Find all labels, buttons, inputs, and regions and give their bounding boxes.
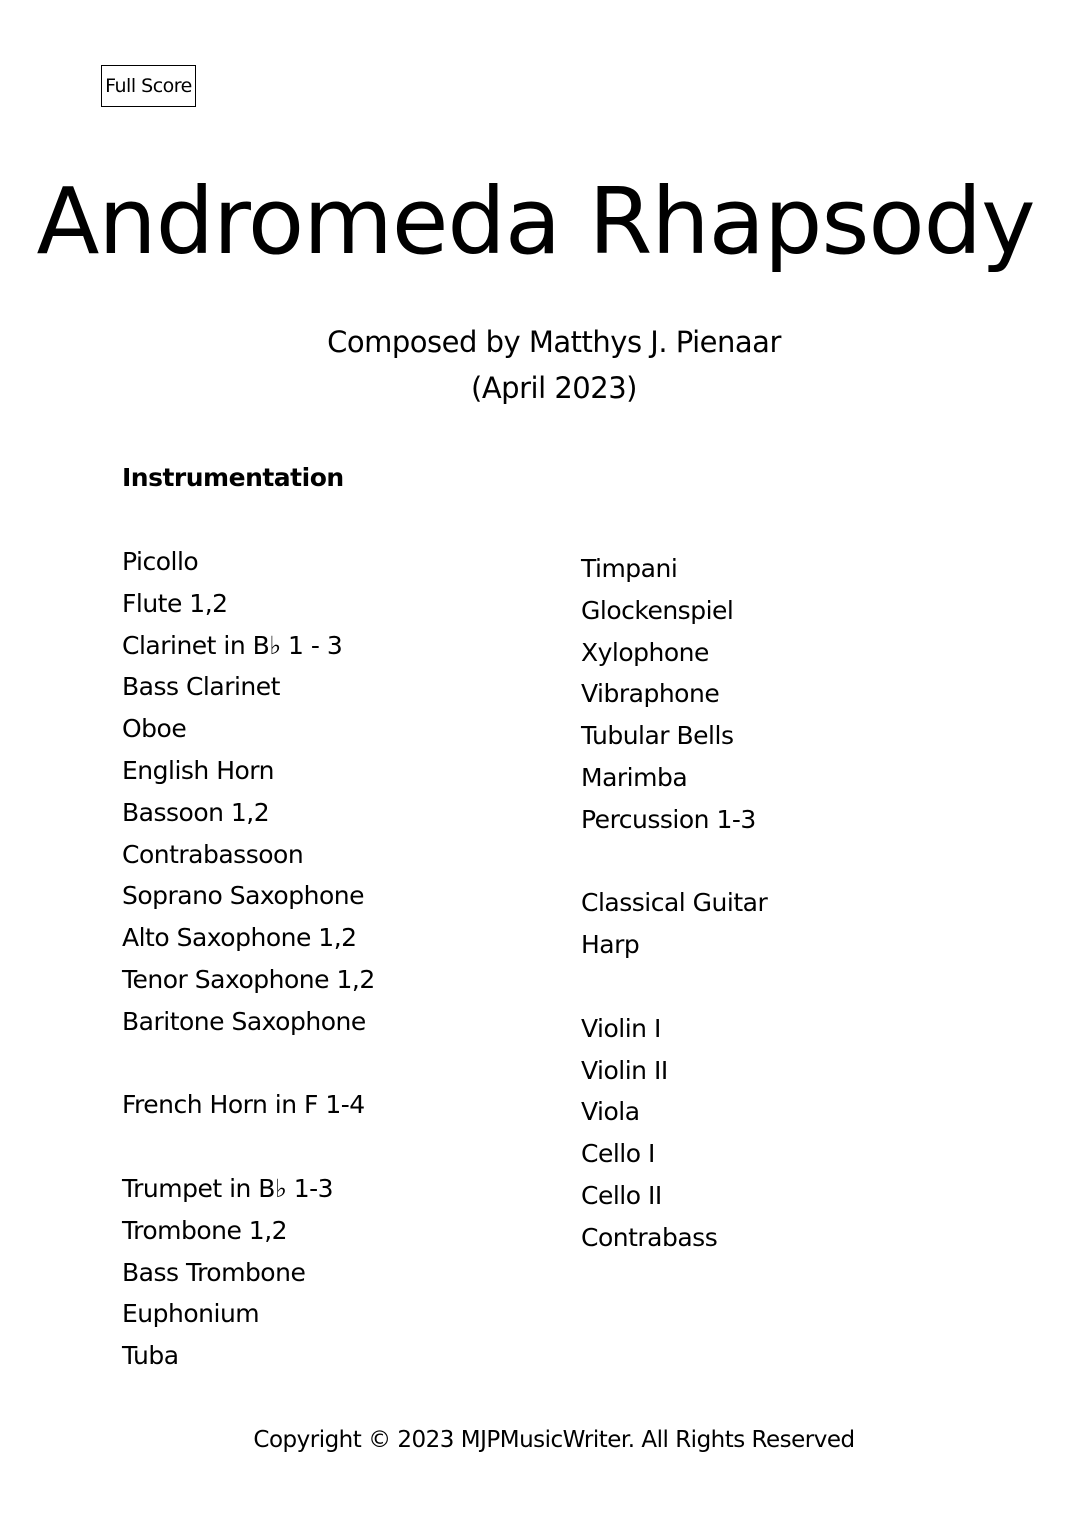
instrument-item: Violin I — [581, 1013, 661, 1043]
instrument-item: Glockenspiel — [581, 595, 734, 625]
instrument-item: Bass Clarinet — [122, 672, 280, 702]
instrument-item: Euphonium — [122, 1299, 260, 1329]
instrument-item: Marimba — [581, 762, 688, 792]
instrument-item: Bassoon 1,2 — [122, 797, 270, 827]
instrument-item: Contrabass — [581, 1222, 718, 1252]
instrument-item: Bass Trombone — [122, 1257, 306, 1287]
instrument-item: Trombone 1,2 — [122, 1215, 288, 1245]
composition-date: (April 2023) — [471, 371, 637, 405]
instrument-item: Violin II — [581, 1055, 668, 1085]
instrument-item: Tuba — [122, 1341, 179, 1371]
instrument-item: Contrabassoon — [122, 839, 304, 869]
instrument-item: Xylophone — [581, 637, 709, 667]
instrument-item: Cello I — [581, 1139, 655, 1169]
instrument-list-right — [581, 548, 767, 1259]
full-score-badge: Full Score — [101, 65, 196, 107]
instrument-item: Soprano Saxophone — [122, 881, 364, 911]
instrument-item: Vibraphone — [581, 679, 720, 709]
instrument-item: Timpani — [581, 554, 678, 583]
instrument-item: English Horn — [122, 755, 274, 785]
score-title: Andromeda Rhapsody — [36, 168, 1035, 275]
instrument-item: Cello II — [581, 1180, 662, 1210]
instrument-list-left — [122, 541, 375, 1377]
instrument-item: Oboe — [122, 714, 187, 744]
copyright-notice: Copyright © 2023 MJPMusicWriter. All Rights Reserved — [253, 1427, 855, 1453]
instrument-item: French Horn in F 1-4 — [122, 1090, 365, 1120]
instrument-item: Classical Guitar — [581, 888, 768, 918]
instrument-item: Harp — [581, 930, 640, 960]
instrument-item: Percussion 1-3 — [581, 804, 756, 834]
instrument-item: Picollo — [122, 547, 199, 576]
instrumentation-heading: Instrumentation — [122, 463, 344, 492]
instrument-item: Baritone Saxophone — [122, 1006, 366, 1036]
instrument-item: Alto Saxophone 1,2 — [122, 923, 357, 953]
instrument-item: Viola — [581, 1097, 640, 1127]
composer-credit: Composed by Matthys J. Pienaar — [327, 325, 781, 359]
instrument-item: Flute 1,2 — [122, 588, 228, 618]
instrument-item: Tenor Saxophone 1,2 — [122, 964, 375, 994]
instrument-item: Trumpet in B♭ 1-3 — [122, 1173, 334, 1203]
instrument-item: Clarinet in B♭ 1 - 3 — [122, 630, 343, 660]
instrument-item: Tubular Bells — [581, 721, 734, 751]
